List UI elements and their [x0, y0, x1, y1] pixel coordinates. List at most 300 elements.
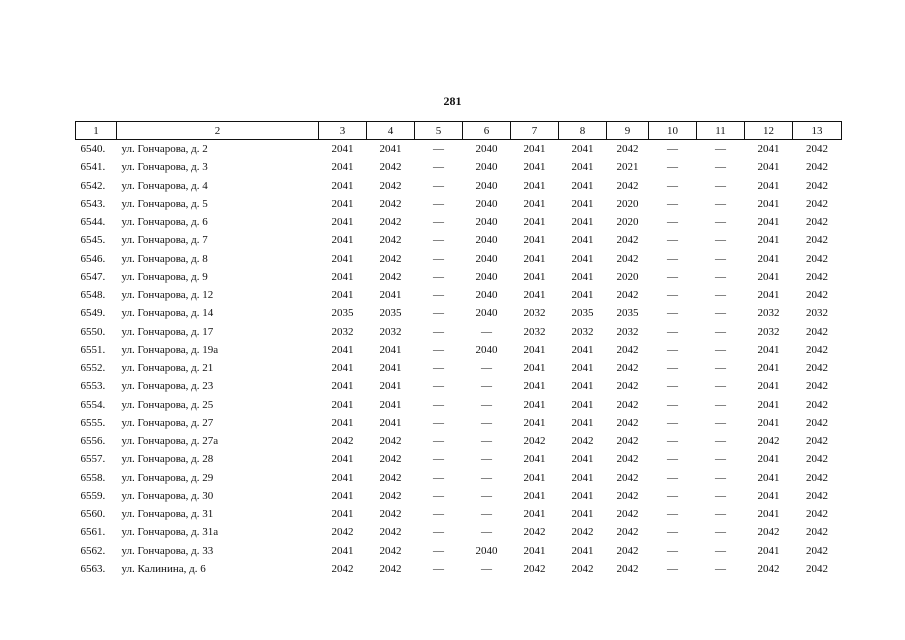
year-cell: 2042: [523, 526, 546, 539]
dash-cell: —: [433, 544, 444, 557]
column-header: 11: [697, 122, 745, 140]
dash-cell: —: [433, 343, 444, 356]
year-cell: 2042: [806, 161, 828, 174]
dash-cell: —: [433, 289, 444, 302]
table-header: [76, 122, 842, 140]
row-number: 6555.: [80, 416, 106, 429]
year-cell: 2042: [616, 544, 639, 557]
year-cell: 2041: [523, 252, 546, 265]
year-cell: 2035: [616, 307, 639, 320]
year-cell: 2042: [379, 508, 402, 521]
dash-cell: —: [481, 562, 492, 575]
year-cell: 2042: [806, 508, 828, 521]
year-cell: 2042: [616, 489, 639, 502]
address-cell: ул. Гончарова, д. 6: [121, 216, 208, 229]
year-cell: 2032: [757, 325, 780, 338]
dash-cell: —: [667, 270, 678, 283]
table-row: [76, 377, 842, 395]
year-cell: 2032: [757, 307, 780, 320]
dash-cell: —: [433, 398, 444, 411]
year-cell: 2042: [379, 197, 402, 210]
year-cell: 2041: [379, 416, 402, 429]
dash-cell: —: [667, 252, 678, 265]
dash-cell: —: [667, 398, 678, 411]
year-cell: 2042: [616, 508, 639, 521]
address-cell: ул. Гончарова, д. 31а: [121, 526, 219, 539]
dash-cell: —: [433, 489, 444, 502]
year-cell: 2041: [571, 453, 594, 466]
year-cell: 2040: [475, 216, 498, 229]
address-cell: ул. Гончарова, д. 21: [121, 362, 214, 375]
year-cell: 2041: [757, 252, 780, 265]
year-cell: 2041: [571, 143, 594, 156]
row-number: 6557.: [80, 453, 106, 466]
address-cell: ул. Гончарова, д. 29: [121, 471, 214, 484]
table-row: [76, 560, 842, 578]
year-cell: 2042: [379, 562, 402, 575]
table-row: [76, 396, 842, 414]
year-cell: 2042: [523, 435, 546, 448]
dash-cell: —: [715, 562, 726, 575]
year-cell: 2041: [523, 508, 546, 521]
address-cell: ул. Гончарова, д. 19а: [121, 343, 219, 356]
row-number: 6551.: [80, 343, 106, 356]
year-cell: 2042: [331, 526, 354, 539]
row-number: 6561.: [80, 526, 106, 539]
dash-cell: —: [433, 508, 444, 521]
dash-cell: —: [715, 143, 726, 156]
year-cell: 2042: [379, 526, 402, 539]
year-cell: 2042: [616, 289, 639, 302]
table-row: [76, 250, 842, 268]
dash-cell: —: [715, 416, 726, 429]
year-cell: 2041: [331, 453, 354, 466]
year-cell: 2042: [571, 562, 594, 575]
year-cell: 2041: [331, 179, 354, 192]
dash-cell: —: [433, 143, 444, 156]
year-cell: 2035: [331, 307, 354, 320]
dash-cell: —: [433, 562, 444, 575]
address-cell: ул. Гончарова, д. 5: [121, 197, 208, 210]
year-cell: 2040: [475, 161, 498, 174]
year-cell: 2042: [806, 234, 828, 247]
year-cell: 2042: [616, 362, 639, 375]
table-body: [76, 140, 842, 579]
year-cell: 2041: [757, 508, 780, 521]
year-cell: 2040: [475, 289, 498, 302]
year-cell: 2041: [571, 289, 594, 302]
year-cell: 2042: [806, 362, 828, 375]
year-cell: 2041: [331, 544, 354, 557]
table-row: [76, 158, 842, 176]
dash-cell: —: [433, 197, 444, 210]
year-cell: 2041: [571, 343, 594, 356]
year-cell: 2041: [571, 179, 594, 192]
dash-cell: —: [433, 179, 444, 192]
year-cell: 2041: [523, 398, 546, 411]
table-row: [76, 268, 842, 286]
row-number: 6556.: [80, 435, 106, 448]
year-cell: 2042: [806, 489, 828, 502]
address-cell: ул. Гончарова, д. 23: [121, 380, 214, 393]
year-cell: 2041: [331, 270, 354, 283]
dash-cell: —: [433, 270, 444, 283]
year-cell: 2041: [331, 489, 354, 502]
year-cell: 2042: [806, 435, 828, 448]
year-cell: 2041: [523, 362, 546, 375]
dash-cell: —: [433, 325, 444, 338]
address-cell: ул. Гончарова, д. 33: [121, 544, 214, 557]
dash-cell: —: [481, 508, 492, 521]
year-cell: 2042: [757, 435, 780, 448]
year-cell: 2041: [757, 362, 780, 375]
year-cell: 2042: [616, 526, 639, 539]
column-header: 12: [745, 122, 793, 140]
column-header: 6: [463, 122, 511, 140]
year-cell: 2032: [806, 307, 828, 320]
year-cell: 2041: [379, 143, 402, 156]
address-cell: ул. Гончарова, д. 31: [121, 508, 214, 521]
dash-cell: —: [481, 398, 492, 411]
year-cell: 2042: [616, 562, 639, 575]
year-cell: 2042: [379, 453, 402, 466]
dash-cell: —: [667, 234, 678, 247]
column-header: 4: [367, 122, 415, 140]
dash-cell: —: [667, 544, 678, 557]
dash-cell: —: [715, 234, 726, 247]
dash-cell: —: [715, 398, 726, 411]
row-number: 6548.: [80, 289, 106, 302]
table-row: [76, 469, 842, 487]
year-cell: 2041: [523, 289, 546, 302]
year-cell: 2042: [616, 380, 639, 393]
dash-cell: —: [715, 453, 726, 466]
table-row: [76, 304, 842, 322]
year-cell: 2042: [379, 161, 402, 174]
year-cell: 2041: [571, 544, 594, 557]
table-row: [76, 505, 842, 523]
dash-cell: —: [715, 362, 726, 375]
row-number: 6544.: [80, 216, 106, 229]
year-cell: 2042: [616, 252, 639, 265]
table-row: [76, 523, 842, 541]
dash-cell: —: [715, 289, 726, 302]
table-row: [76, 359, 842, 377]
year-cell: 2041: [331, 197, 354, 210]
table-row: [76, 432, 842, 450]
column-header: 9: [607, 122, 649, 140]
year-cell: 2041: [571, 471, 594, 484]
dash-cell: —: [715, 343, 726, 356]
year-cell: 2041: [571, 489, 594, 502]
year-cell: 2042: [616, 398, 639, 411]
dash-cell: —: [667, 489, 678, 502]
year-cell: 2042: [331, 435, 354, 448]
row-number: 6547.: [80, 270, 106, 283]
year-cell: 2042: [806, 197, 828, 210]
column-header: 8: [559, 122, 607, 140]
year-cell: 2041: [331, 416, 354, 429]
year-cell: 2041: [757, 544, 780, 557]
dash-cell: —: [715, 179, 726, 192]
row-number: 6550.: [80, 325, 106, 338]
address-cell: ул. Калинина, д. 6: [121, 562, 206, 575]
row-number: 6563.: [80, 562, 106, 575]
year-cell: 2041: [523, 453, 546, 466]
year-cell: 2042: [616, 435, 639, 448]
year-cell: 2041: [331, 161, 354, 174]
row-number: 6540.: [80, 143, 106, 156]
year-cell: 2041: [331, 143, 354, 156]
year-cell: 2041: [757, 471, 780, 484]
year-cell: 2042: [616, 416, 639, 429]
dash-cell: —: [667, 143, 678, 156]
dash-cell: —: [433, 307, 444, 320]
dash-cell: —: [667, 362, 678, 375]
address-cell: ул. Гончарова, д. 2: [121, 143, 208, 156]
year-cell: 2041: [757, 143, 780, 156]
year-cell: 2041: [523, 544, 546, 557]
year-cell: 2041: [523, 270, 546, 283]
year-cell: 2040: [475, 343, 498, 356]
address-cell: ул. Гончарова, д. 30: [121, 489, 214, 502]
dash-cell: —: [715, 252, 726, 265]
year-cell: 2041: [331, 380, 354, 393]
year-cell: 2041: [571, 234, 594, 247]
year-cell: 2041: [571, 398, 594, 411]
year-cell: 2042: [806, 289, 828, 302]
year-cell: 2040: [475, 252, 498, 265]
dash-cell: —: [667, 179, 678, 192]
year-cell: 2041: [379, 343, 402, 356]
dash-cell: —: [715, 435, 726, 448]
column-header: 5: [415, 122, 463, 140]
year-cell: 2042: [806, 398, 828, 411]
year-cell: 2042: [379, 544, 402, 557]
year-cell: 2042: [806, 526, 828, 539]
dash-cell: —: [433, 471, 444, 484]
year-cell: 2035: [379, 307, 402, 320]
year-cell: 2041: [523, 197, 546, 210]
year-cell: 2042: [757, 526, 780, 539]
dash-cell: —: [667, 343, 678, 356]
column-header: 2: [117, 122, 319, 140]
year-cell: 2020: [616, 270, 639, 283]
year-cell: 2041: [379, 289, 402, 302]
year-cell: 2041: [757, 398, 780, 411]
dash-cell: —: [481, 416, 492, 429]
table-row: [76, 195, 842, 213]
year-cell: 2040: [475, 307, 498, 320]
dash-cell: —: [481, 453, 492, 466]
year-cell: 2041: [379, 380, 402, 393]
year-cell: 2041: [523, 234, 546, 247]
table-row: [76, 213, 842, 231]
table-row: [76, 177, 842, 195]
year-cell: 2042: [379, 435, 402, 448]
year-cell: 2041: [757, 234, 780, 247]
year-cell: 2041: [571, 362, 594, 375]
year-cell: 2032: [523, 325, 546, 338]
year-cell: 2041: [331, 471, 354, 484]
dash-cell: —: [667, 161, 678, 174]
year-cell: 2042: [571, 435, 594, 448]
address-cell: ул. Гончарова, д. 25: [121, 398, 214, 411]
dash-cell: —: [715, 489, 726, 502]
dash-cell: —: [481, 435, 492, 448]
year-cell: 2042: [806, 216, 828, 229]
dash-cell: —: [667, 471, 678, 484]
year-cell: 2042: [379, 179, 402, 192]
year-cell: 2020: [616, 216, 639, 229]
year-cell: 2041: [757, 161, 780, 174]
row-number: 6559.: [80, 489, 106, 502]
table-row: [76, 286, 842, 304]
year-cell: 2041: [331, 398, 354, 411]
year-cell: 2041: [523, 161, 546, 174]
year-cell: 2040: [475, 544, 498, 557]
row-number: 6562.: [80, 544, 106, 557]
year-cell: 2041: [571, 416, 594, 429]
row-number: 6543.: [80, 197, 106, 210]
table-row: [76, 231, 842, 249]
year-cell: 2042: [806, 325, 828, 338]
year-cell: 2042: [571, 526, 594, 539]
dash-cell: —: [667, 289, 678, 302]
year-cell: 2042: [379, 270, 402, 283]
year-cell: 2041: [523, 489, 546, 502]
row-number: 6552.: [80, 362, 106, 375]
year-cell: 2041: [331, 289, 354, 302]
year-cell: 2042: [806, 453, 828, 466]
table-row: [76, 140, 842, 159]
row-number: 6549.: [80, 307, 106, 320]
year-cell: 2041: [523, 216, 546, 229]
year-cell: 2040: [475, 234, 498, 247]
dash-cell: —: [667, 435, 678, 448]
year-cell: 2041: [571, 380, 594, 393]
dash-cell: —: [433, 526, 444, 539]
dash-cell: —: [667, 416, 678, 429]
address-cell: ул. Гончарова, д. 27: [121, 416, 214, 429]
dash-cell: —: [667, 325, 678, 338]
year-cell: 2041: [523, 380, 546, 393]
year-cell: 2041: [379, 362, 402, 375]
dash-cell: —: [433, 161, 444, 174]
year-cell: 2042: [616, 234, 639, 247]
year-cell: 2020: [616, 197, 639, 210]
dash-cell: —: [433, 416, 444, 429]
row-number: 6546.: [80, 252, 106, 265]
year-cell: 2042: [806, 270, 828, 283]
year-cell: 2042: [616, 343, 639, 356]
year-cell: 2042: [806, 562, 828, 575]
column-header: 7: [511, 122, 559, 140]
year-cell: 2041: [757, 380, 780, 393]
table-row: [76, 414, 842, 432]
dash-cell: —: [433, 234, 444, 247]
year-cell: 2040: [475, 143, 498, 156]
year-cell: 2042: [806, 179, 828, 192]
dash-cell: —: [715, 471, 726, 484]
year-cell: 2041: [571, 270, 594, 283]
year-cell: 2041: [331, 508, 354, 521]
row-number: 6560.: [80, 508, 106, 521]
year-cell: 2040: [475, 197, 498, 210]
year-cell: 2041: [571, 161, 594, 174]
dash-cell: —: [715, 380, 726, 393]
dash-cell: —: [715, 325, 726, 338]
year-cell: 2035: [571, 307, 594, 320]
dash-cell: —: [481, 471, 492, 484]
year-cell: 2041: [571, 216, 594, 229]
dash-cell: —: [667, 307, 678, 320]
year-cell: 2032: [331, 325, 354, 338]
dash-cell: —: [481, 526, 492, 539]
year-cell: 2042: [379, 216, 402, 229]
year-cell: 2041: [757, 489, 780, 502]
year-cell: 2041: [571, 508, 594, 521]
row-number: 6542.: [80, 179, 106, 192]
dash-cell: —: [667, 508, 678, 521]
year-cell: 2042: [379, 489, 402, 502]
year-cell: 2041: [523, 179, 546, 192]
address-cell: ул. Гончарова, д. 8: [121, 252, 208, 265]
dash-cell: —: [481, 362, 492, 375]
dash-cell: —: [667, 380, 678, 393]
row-number: 6545.: [80, 234, 106, 247]
year-cell: 2041: [757, 270, 780, 283]
table-row: [76, 487, 842, 505]
dash-cell: —: [715, 216, 726, 229]
year-cell: 2042: [806, 143, 828, 156]
year-cell: 2042: [379, 471, 402, 484]
year-cell: 2041: [523, 416, 546, 429]
address-cell: ул. Гончарова, д. 3: [121, 161, 208, 174]
table-row: [76, 542, 842, 560]
address-cell: ул. Гончарова, д. 27а: [121, 435, 219, 448]
row-number: 6553.: [80, 380, 106, 393]
address-cell: ул. Гончарова, д. 28: [121, 453, 214, 466]
year-cell: 2041: [331, 343, 354, 356]
data-table: [75, 121, 842, 578]
row-number: 6541.: [80, 161, 106, 174]
dash-cell: —: [481, 325, 492, 338]
address-cell: ул. Гончарова, д. 14: [121, 307, 214, 320]
table-row: [76, 450, 842, 468]
year-cell: 2042: [379, 252, 402, 265]
year-cell: 2041: [757, 416, 780, 429]
address-cell: ул. Гончарова, д. 17: [121, 325, 214, 338]
year-cell: 2041: [571, 197, 594, 210]
table-row: [76, 341, 842, 359]
year-cell: 2041: [571, 252, 594, 265]
dash-cell: —: [715, 161, 726, 174]
year-cell: 2042: [331, 562, 354, 575]
year-cell: 2042: [806, 380, 828, 393]
year-cell: 2041: [757, 179, 780, 192]
year-cell: 2042: [523, 562, 546, 575]
year-cell: 2041: [523, 143, 546, 156]
year-cell: 2040: [475, 179, 498, 192]
column-header: 3: [319, 122, 367, 140]
year-cell: 2041: [757, 343, 780, 356]
year-cell: 2041: [757, 289, 780, 302]
column-header: 1: [76, 122, 117, 140]
column-header: 10: [649, 122, 697, 140]
page-number: 281: [443, 94, 462, 108]
year-cell: 2042: [616, 453, 639, 466]
